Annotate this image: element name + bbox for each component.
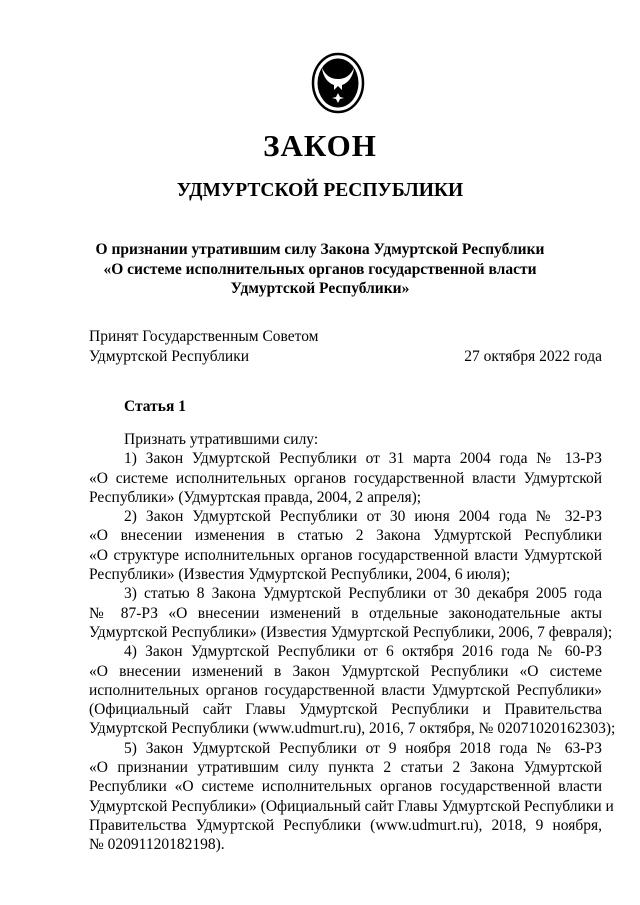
document-subtitle: УДМУРТСКОЙ РЕСПУБЛИКИ bbox=[176, 180, 464, 201]
text-line: (Официальный сайт Главы Удмуртской Республики и Правительства bbox=[89, 701, 602, 719]
text-line: Правительства Удмуртской Республики (www.udmurt.ru), 2018, 9 ноября, bbox=[89, 816, 602, 834]
text-line: исполнительных органов государственной власти Удмуртской Республики» bbox=[89, 681, 602, 699]
text-line: 1) Закон Удмуртской Республики от 31 марта 2004 года № 13-РЗ bbox=[124, 450, 602, 468]
text-line: Республики» (Удмуртская правда, 2004, 2 апреля); bbox=[89, 488, 422, 506]
text-line: Удмуртской Республики» (Официальный сайт Главы Удмуртской Республики и bbox=[89, 797, 614, 815]
text-line: «О признании утратившим силу пункта 2 статьи 2 Закона Удмуртской bbox=[89, 759, 602, 777]
text-line: «О внесении изменений в Закон Удмуртской Республики «О системе bbox=[89, 662, 602, 680]
text-line: «О структуре исполнительных органов государственной власти Удмуртской bbox=[89, 546, 602, 564]
text-line: 5) Закон Удмуртской Республики от 9 ноября 2018 года № 63-РЗ bbox=[124, 739, 602, 757]
adopted-by-line1: Принят Государственным Советом bbox=[89, 328, 319, 345]
law-name bbox=[60, 240, 580, 299]
text-line: Удмуртской Республики (www.udmurt.ru), 2016, 7 октября, № 02071020162303); bbox=[89, 720, 616, 738]
law-name-line: О признании утратившим силу Закона Удмуртской Республики bbox=[95, 241, 545, 258]
adoption-block bbox=[89, 327, 602, 366]
text-line: № 02091120182198). bbox=[89, 836, 225, 854]
document-title: ЗАКОН bbox=[263, 128, 377, 163]
law-name-line: «О системе исполнительных органов государственной власти bbox=[103, 260, 537, 278]
article-body bbox=[89, 430, 616, 855]
adopted-by-line2: Удмуртской Республики bbox=[89, 347, 250, 365]
text-line: «О системе исполнительных органов государственной власти Удмуртской bbox=[89, 469, 602, 487]
text-line: Удмуртской Республики» (Известия Удмуртской Республики, 2006, 7 февраля); bbox=[89, 623, 613, 641]
text-line: Республики» (Известия Удмуртской Республики, 2004, 6 июля); bbox=[89, 566, 511, 584]
text-line: № 87-РЗ «О внесении изменений в отдельные законодательные акты bbox=[89, 604, 602, 622]
text-line: Республики «О системе исполнительных органов государственной власти bbox=[89, 778, 602, 796]
adoption-date: 27 октября 2022 года bbox=[464, 347, 602, 365]
text-line: Признать утратившими силу: bbox=[124, 431, 319, 448]
text-line: «О внесении изменения в статью 2 Закона Удмуртской Республики bbox=[89, 527, 602, 545]
law-name-line: Удмуртской Республики» bbox=[230, 280, 410, 297]
coat-of-arms-emblem bbox=[311, 52, 365, 114]
text-line: 3) статью 8 Закона Удмуртской Республики от 30 декабря 2005 года bbox=[124, 585, 602, 603]
article-title: Статья 1 bbox=[124, 398, 186, 415]
text-line: 2) Закон Удмуртской Республики от 30 июня 2004 года № 32-РЗ bbox=[124, 508, 602, 526]
text-line: 4) Закон Удмуртской Республики от 6 октября 2016 года № 60-РЗ bbox=[124, 643, 602, 661]
